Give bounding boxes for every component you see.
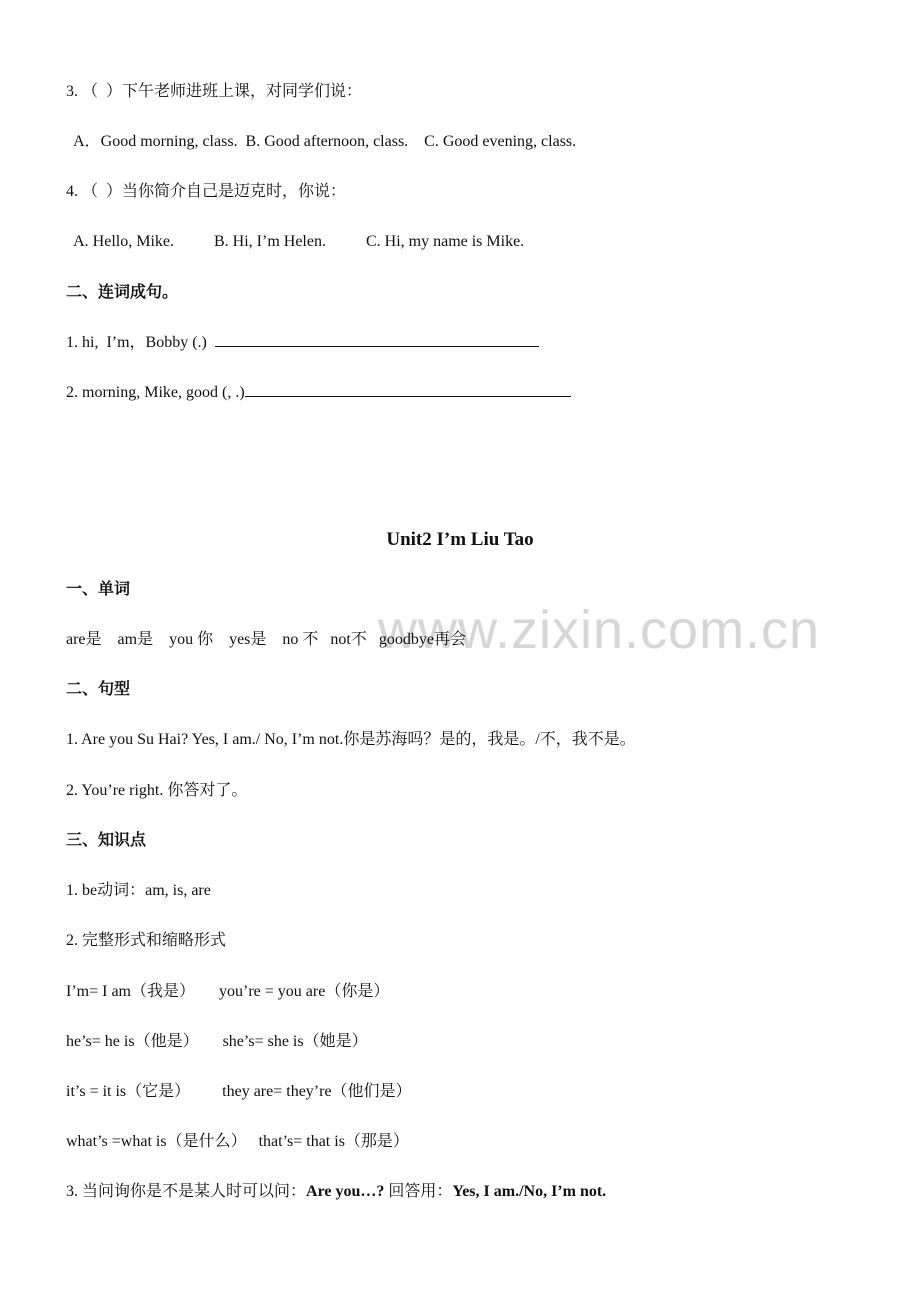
question-4-stem: 4. （ ）当你简介自己是迈克时，你说： <box>66 183 347 200</box>
contraction-row-2: he’s= he is（他是） she’s= she is（她是） <box>66 1033 368 1050</box>
question-3-stem: 3. （ ）下午老师进班上课，对同学们说： <box>66 83 363 100</box>
question-4-options: A. Hello, Mike. B. Hi, I’m Helen. C. Hi, my name is Mike. <box>66 233 525 250</box>
sentence-patterns-heading: 二、句型 <box>66 681 131 698</box>
answer-blank-2[interactable] <box>245 382 571 397</box>
knowledge-point-3-prefix: 3. 当问询你是不是某人时可以问： <box>66 1183 307 1200</box>
knowledge-point-3-mid: 回答用： <box>384 1183 453 1200</box>
sentence-task-2 <box>66 382 571 404</box>
vocab-words: are是 am是 you 你 yes是 no 不 not不 goodbye再会 <box>66 631 466 648</box>
knowledge-point-3 <box>66 1181 606 1203</box>
knowledge-point-3-question: Are you…? <box>306 1183 385 1200</box>
sentence-pattern-1: 1. Are you Su Hai? Yes, I am./ No, I’m not.你是苏海吗？是的，我是。/不，我不是。 <box>66 731 636 748</box>
sentence-pattern-2: 2. You’re right. 你答对了。 <box>66 782 248 799</box>
contraction-row-3: it’s = it is（它是） they are= they’re（他们是） <box>66 1083 412 1100</box>
contraction-row-4: what’s =what is（是什么） that’s= that is（那是） <box>66 1133 409 1150</box>
vocab-heading: 一、单词 <box>66 581 131 598</box>
sentence-task-2-text: 2. morning, Mike, good (, .) <box>66 384 245 401</box>
knowledge-heading: 三、知识点 <box>66 832 147 849</box>
knowledge-point-1: 1. be动词：am, is, are <box>66 882 211 899</box>
knowledge-point-3-answer: Yes, I am./No, I’m not. <box>452 1183 607 1200</box>
question-3-options: A．Good morning, class. B. Good afternoon, class. C. Good evening, class. <box>66 133 577 150</box>
unit-title: Unit2 I’m Liu Tao <box>386 529 534 550</box>
contraction-row-1: I’m= I am（我是） you’re = you are（你是） <box>66 983 390 1000</box>
sentence-task-1-text: 1. hi, I’m，Bobby (.) <box>66 334 215 351</box>
answer-blank-1[interactable] <box>215 332 539 347</box>
knowledge-point-2: 2. 完整形式和缩略形式 <box>66 932 227 949</box>
watermark: www.zixin.com.cn <box>378 600 821 660</box>
section-2-heading: 二、连词成句。 <box>66 284 179 301</box>
sentence-task-1 <box>66 332 539 354</box>
